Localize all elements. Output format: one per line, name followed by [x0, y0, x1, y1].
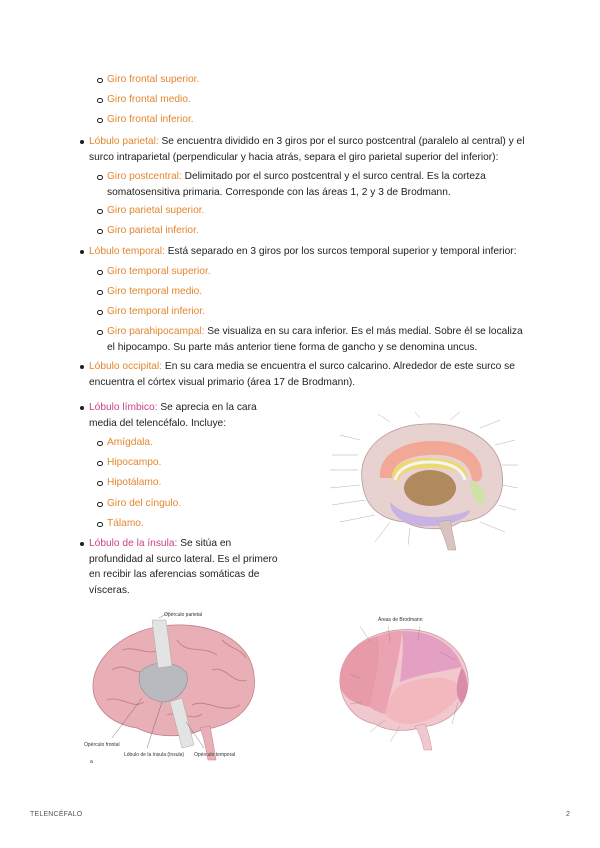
- temporal-sub-2: [107, 284, 202, 300]
- limbico-sub-3: [107, 475, 161, 491]
- limbico-sub1-label: Amígdala.: [107, 437, 153, 448]
- parietal-title: Lóbulo parietal:: [89, 136, 159, 147]
- list-item: [107, 92, 199, 112]
- temporal-sub2-label: Giro temporal medio.: [107, 286, 203, 297]
- frontal-sub-1: Giro frontal superior.: [107, 74, 200, 85]
- insula-text: Se sitúa en profundidad al surco lateral. Es el primero en recibir las aferencias somáticas de vísceras.: [89, 538, 278, 596]
- brainstem: [415, 724, 432, 750]
- temporal-sub-3: [107, 304, 205, 320]
- parietal-sub1-title: Giro postcentral:: [107, 171, 182, 182]
- parietal-sub2-label: Giro parietal superior.: [107, 205, 205, 216]
- list-item: [107, 72, 199, 92]
- occipital-item: [89, 359, 525, 390]
- limbico-sub3-label: Hipotálamo.: [107, 477, 162, 488]
- figure-letter: a: [90, 759, 93, 765]
- limbico-sub-1: [107, 435, 153, 451]
- medial-brain-figure: [320, 410, 530, 555]
- parietal-item: [89, 134, 525, 165]
- insula-figure: [82, 610, 267, 775]
- limbico-text: Se aprecia en la cara media del telencéfalo. Incluye:: [89, 402, 257, 429]
- frontal-sub-3: Giro frontal inferior.: [107, 114, 194, 125]
- bullet: [80, 140, 84, 144]
- temporal-sub3-label: Giro temporal inferior.: [107, 306, 205, 317]
- temporal-sub4-title: Giro parahipocampal:: [107, 326, 205, 337]
- temporal-text: Está separado en 3 giros por los surcos temporal superior y temporal inferior:: [164, 246, 517, 257]
- frontal-sub-2: Giro frontal medio.: [107, 94, 191, 105]
- occipital-text: En su cara media se encuentra el surco calcarino. Alrededor de este surco se encuentra el córtex visual primario (área 17 de Brodmann).: [89, 361, 515, 388]
- insula-item: [89, 536, 279, 598]
- label-opercle-frontal: Opérculo frontal: [84, 742, 120, 748]
- parietal-sub3-label: Giro parietal inferior.: [107, 225, 199, 236]
- brodmann-figure: [330, 612, 475, 752]
- label-opercle-temporal: Opérculo temporal: [194, 752, 236, 758]
- limbico-sub-2: [107, 455, 161, 471]
- temporal-sub-1: [107, 264, 211, 280]
- limbico-item: [89, 400, 279, 431]
- parietal-sub-2: [107, 203, 204, 219]
- temporal-sub-4: [107, 324, 525, 355]
- limbico-sub4-label: Giro del cíngulo.: [107, 498, 182, 509]
- footer-page-number: 2: [566, 811, 571, 818]
- temporal-sub1-label: Giro temporal superior.: [107, 266, 211, 277]
- parietal-text: Se encuentra dividido en 3 giros por el surco postcentral (paralelo al central) y el surco intraparietal (perpendicular y hacia atrás, separa el giro parietal superior del inferior):: [89, 136, 525, 163]
- insula-title: Lóbulo de la ínsula:: [89, 538, 178, 549]
- parietal-sub-3: [107, 223, 199, 239]
- limbico-title: Lóbulo límbico:: [89, 402, 158, 413]
- temporal-title: Lóbulo temporal:: [89, 246, 165, 257]
- brodmann-title: Áreas de Brodmann: [378, 617, 423, 623]
- thalamus: [404, 470, 456, 506]
- label-opercle-parietal: Opérculo parietal: [164, 612, 203, 618]
- occipital-title: Lóbulo occipital:: [89, 361, 163, 372]
- frontal-subitems: [107, 72, 199, 132]
- footer-left: TELENCÉFALO: [30, 811, 83, 818]
- limbico-sub5-label: Tálamo.: [107, 518, 144, 529]
- temporal-item: [89, 244, 525, 260]
- label-insula: Lóbulo de la ínsula (ínsula): [124, 752, 185, 758]
- limbico-sub-5: [107, 516, 144, 532]
- parietal-sub-1: [107, 169, 525, 200]
- list-item: [107, 112, 199, 132]
- temporal-sub4-text: Se visualiza en su cara inferior. Es el más medial. Sobre él se localiza el hipocampo. Su parte más anterior tiene forma de gancho y se denomina uncus.: [107, 326, 523, 353]
- parietal-sub1-text: Delimitado por el surco postcentral y el surco central. Es la corteza somatosensitiva primaria. Corresponde con las áreas 1, 2 y 3 de Brodmann.: [107, 171, 486, 198]
- limbico-sub-4: [107, 496, 181, 512]
- limbico-sub2-label: Hipocampo.: [107, 457, 162, 468]
